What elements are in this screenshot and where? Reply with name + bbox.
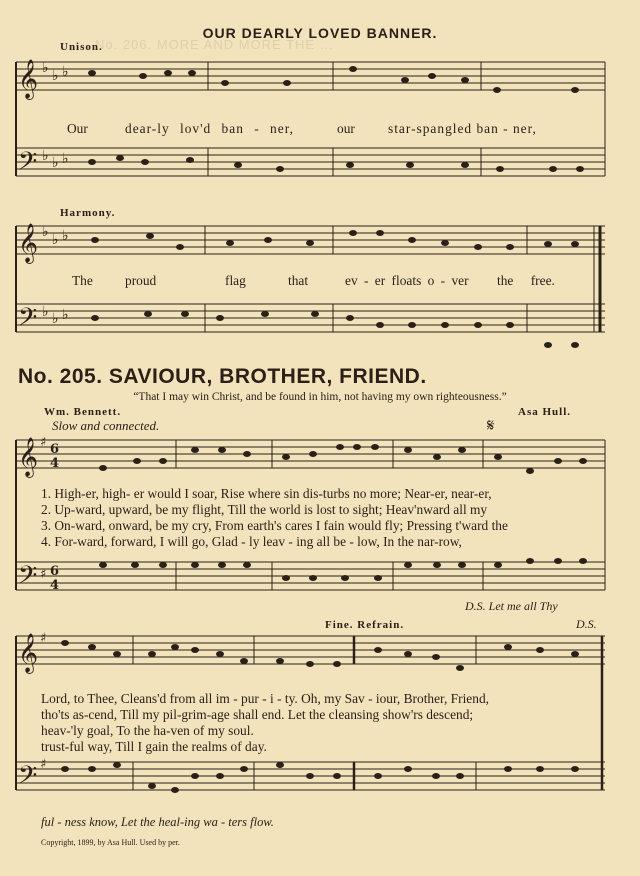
- svg-text:6: 6: [50, 442, 60, 457]
- verse-b-1: Lord, to Thee, Cleans'd from all im - pur - i - ty. Oh, my Sav - iour, Brother, Friend,: [41, 691, 489, 706]
- verse-b-3: heav-'ly goal, To the ha-ven of my soul.: [41, 723, 254, 738]
- lyric-a2-4: ev - er floats o - ver: [345, 273, 469, 288]
- verse-1: 1. High-er, high- er would I soar, Rise where sin dis-turbs no more; Near-er, near-er,: [41, 486, 492, 501]
- label-unison: Unison.: [60, 41, 103, 53]
- svg-text:𝄞: 𝄞: [18, 633, 39, 673]
- svg-text:♭: ♭: [42, 224, 49, 240]
- lyric-a1-0: Our: [67, 121, 88, 136]
- copyright: Copyright, 1899, by Asa Hull. Used by per.: [41, 838, 180, 847]
- svg-text:6: 6: [50, 564, 60, 579]
- verse-b-2: tho'ts as-cend, Till my pil-grim-age shall end. Let the cleansing show'rs descend;: [41, 707, 474, 722]
- svg-text:♭: ♭: [62, 151, 69, 167]
- hymn-title-banner: OUR DEARLY LOVED BANNER.: [202, 25, 438, 41]
- lyric-a2-2: flag: [225, 273, 246, 288]
- hymn-title-205: No. 205. SAVIOUR, BROTHER, FRIEND.: [18, 365, 427, 388]
- verse-4: 4. For-ward, forward, I will go, Glad - ly leav - ing all be - low, In the nar-row,: [41, 534, 462, 549]
- verse-3: 3. On-ward, onward, be my cry, From earth's cares I fain would fly; Pressing t'ward the: [41, 518, 508, 533]
- composer: Wm. Bennett.: [44, 406, 122, 418]
- lyric-a2-1: proud: [125, 273, 157, 288]
- bleed-through-text: No. 206. MORE AND MORE THE ...: [95, 37, 334, 52]
- ds-mark: D.S.: [576, 617, 597, 631]
- svg-text:♭: ♭: [52, 311, 59, 327]
- epigraph: “That I may win Christ, and be found in him, not having my own righteousness.”: [133, 391, 507, 403]
- svg-text:𝄢: 𝄢: [18, 147, 38, 182]
- svg-text:♭: ♭: [62, 64, 69, 80]
- svg-text:𝄢: 𝄢: [18, 561, 38, 596]
- svg-text:𝄞: 𝄞: [18, 59, 39, 99]
- tempo-marking: Slow and connected.: [52, 418, 160, 433]
- svg-text:4: 4: [50, 578, 60, 593]
- ds-note: D.S. Let me all Thy: [465, 599, 558, 613]
- refrain-tail: ful - ness know, Let the heal-ing wa - ters flow.: [41, 815, 274, 829]
- arranger: Asa Hull.: [518, 406, 572, 418]
- verse-b-4: trust-ful way, Till I gain the realms of day.: [41, 739, 267, 754]
- lyric-a2-5: the free.: [497, 273, 555, 288]
- svg-text:𝄞: 𝄞: [18, 437, 39, 477]
- svg-text:♯: ♯: [40, 435, 47, 450]
- lyric-a1-1: dear-ly lov'd ban - ner,: [125, 121, 294, 136]
- svg-text:♯: ♯: [40, 631, 47, 646]
- svg-text:♭: ♭: [42, 148, 49, 164]
- svg-text:♭: ♭: [52, 68, 59, 84]
- label-harmony: Harmony.: [60, 207, 116, 219]
- lyric-a2-3: that: [288, 273, 309, 288]
- svg-text:♯: ♯: [40, 757, 47, 772]
- svg-text:♭: ♭: [62, 307, 69, 323]
- svg-text:♭: ♭: [42, 60, 49, 76]
- svg-text:𝄞: 𝄞: [18, 223, 39, 263]
- svg-text:4: 4: [50, 456, 60, 471]
- svg-text:𝄢: 𝄢: [18, 303, 38, 338]
- lyric-a2-0: The: [72, 273, 93, 288]
- svg-text:♭: ♭: [52, 155, 59, 171]
- svg-text:♭: ♭: [42, 304, 49, 320]
- svg-text:♯: ♯: [40, 567, 47, 582]
- segno-icon: 𝄋: [487, 416, 495, 436]
- svg-text:♭: ♭: [62, 228, 69, 244]
- staff-system-1: [16, 62, 605, 176]
- lyric-a1-2: our: [337, 121, 355, 136]
- verse-2: 2. Up-ward, upward, be my flight, Till the world is lost to sight; Heav'nward all my: [41, 502, 488, 517]
- fine-refrain: Fine. Refrain.: [325, 619, 405, 631]
- svg-text:𝄢: 𝄢: [18, 761, 38, 796]
- svg-text:♭: ♭: [52, 232, 59, 248]
- lyric-a1-3: star-spangled ban - ner,: [388, 121, 537, 136]
